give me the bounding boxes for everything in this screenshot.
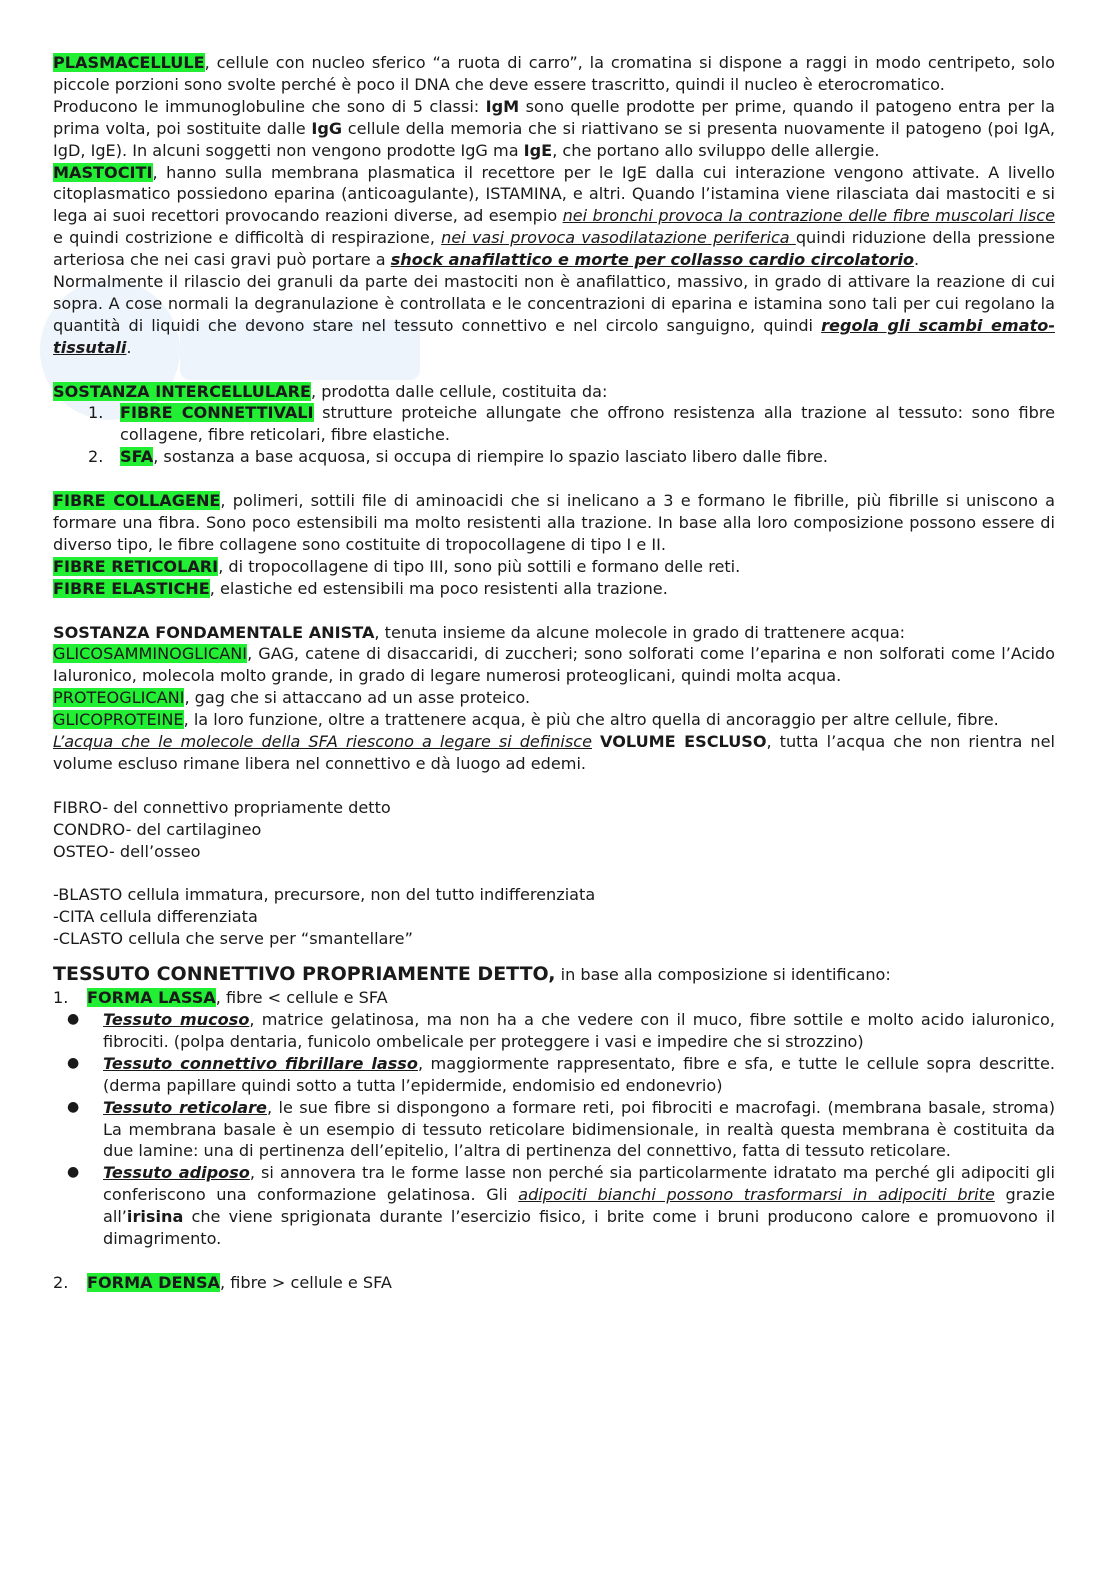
term-sostanza-intercellulare: SOSTANZA INTERCELLULARE xyxy=(53,381,311,401)
list-sostanza xyxy=(53,402,1055,468)
list-item: 2. SFA, sostanza a base acquosa, si occupa di riempire lo spazio lasciato libero dalle fibre. xyxy=(88,447,829,467)
paragraph-glicoproteine: GLICOPROTEINE, la loro funzione, oltre a trattenere acqua, è più che altro quella di ancoraggio per altre cellule, fibre. xyxy=(53,710,999,730)
bullet-icon: ● xyxy=(67,1164,80,1181)
item-forma-lassa: 1. FORMA LASSA, fibre < cellule e SFA xyxy=(53,988,388,1008)
paragraph-fibre-elastiche: FIBRE ELASTICHE, elastiche ed estensibili ma poco resistenti alla trazione. xyxy=(53,578,668,598)
list-item: ● Tessuto reticolare, le sue fibre si dispongono a formare reti, poi fibrociti e macrofagi. (membrana basale, stroma) La membrana basale è un esempio di tessuto reticolare bidimensionale, in realtà questa membrana è costituita da due lamine: una di pertinenza dell’epitelio, l’altra di pertinenza del connettivo, fatta di tessuto reticolare. xyxy=(67,1097,1055,1161)
prefix-line: OSTEO- dell’osseo xyxy=(53,841,201,861)
paragraph-degranulazione: Normalmente il rilascio dei granuli da parte dei mastociti non è anafilattico, massivo, in grado di attivare la reazione di cui sopra. A cose normali la degranulazione è controllata e le concentrazioni di eparina e istamina sono tali per cui regolano la quantità di liquidi che devono stare nel tessuto connettivo e nel circolo sanguigno, quindi regola gli scambi emato-tissutali. xyxy=(53,272,1055,357)
paragraph-sostanza-fondamentale: SOSTANZA FONDAMENTALE ANISTA, tenuta insieme da alcune molecole in grado di trattenere acqua: xyxy=(53,622,906,642)
term-plasmacellule: PLASMACELLULE xyxy=(53,53,205,72)
suffix-line: -BLASTO cellula immatura, precursore, non del tutto indifferenziata xyxy=(53,885,596,905)
bullet-icon: ● xyxy=(67,1098,80,1115)
prefix-line: CONDRO- del cartilagineo xyxy=(53,819,262,839)
document-page xyxy=(53,52,1055,1294)
paragraph-gag: GLICOSAMMINOGLICANI, GAG, catene di disaccaridi, di zuccheri; sono solforati come l’eparina e non solforati come l’Acido Ialuronico, molecola molto grande, in grado di legare numerosi proteoglicani, quindi molta acqua. xyxy=(53,644,1055,686)
paragraph-fibre-reticolari: FIBRE RETICOLARI, di tropocollagene di tipo III, sono più sottili e formano delle reti. xyxy=(53,556,741,576)
list-item: ● Tessuto connettivo fibrillare lasso, maggiormente rappresentato, fibre e sfa, e tutte le cellule sopra descritte. (derma papillare quindi sotto a tutta l’epidermide, endomisio ed endonevrio) xyxy=(67,1053,1055,1095)
paragraph-fibre-collagene: FIBRE COLLAGENE, polimeri, sottili file di aminoacidi che si inelicano a 3 e formano le fibrille, più fibrille si uniscono a formare una fibra. Sono poco estensibili ma molto resistenti alla trazione. In base alla loro composizione possono essere di diverso tipo, le fibre collagene sono costituite di tropocollagene di tipo I e II. xyxy=(53,491,1055,554)
paragraph-volume-escluso: L’acqua che le molecole della SFA riescono a legare si definisce VOLUME ESCLUSO, tutta l’acqua che non rientra nel volume escluso rimane libera nel connettivo e dà luogo ad edemi. xyxy=(53,732,1055,773)
list-item: ● Tessuto adiposo, si annovera tra le forme lasse non perché sia particolarmente idratato ma perché gli adipociti gli conferiscono una conformazione gelatinosa. Gli adipociti bianchi possono trasformarsi in adipociti brite grazie all’irisina che viene sprigionata durante l’esercizio fisico, i brite come i bruni producono calore e promuovono il dimagrimento. xyxy=(67,1163,1055,1249)
paragraph-sostanza-intercellulare: SOSTANZA INTERCELLULARE, prodotta dalle cellule, costituita da: xyxy=(53,381,608,401)
suffix-line: -CITA cellula differenziata xyxy=(53,907,258,927)
paragraph-mastociti: MASTOCITI, hanno sulla membrana plasmatica il recettore per le IgE dalla cui interazione vengono attivate. A livello citoplasmatico possiedono eparina (anticoagulante), ISTAMINA, e altri. Quando l’istamina viene rilasciata dai mastociti e si lega ai suoi recettori provocando reazioni diverse, ad esempio nei bronchi provoca la contrazione delle fibre muscolari lisce e quindi costrizione e difficoltà di respirazione, nei vasi provoca vasodilatazione periferica quindi riduzione della pressione arteriosa che nei casi gravi può portare a shock anafilattico e morte per collasso cardio circolatorio. xyxy=(53,162,1056,270)
item-forma-densa: 2. FORMA DENSA, fibre > cellule e SFA xyxy=(53,1272,392,1292)
paragraph-plasmacellule: PLASMACELLULE, cellule con nucleo sferico “a ruota di carro”, la cromatina si dispone a raggi in modo centripeto, solo piccole porzioni sono svolte perché è poco il DNA che deve essere trascritto, quindi il nucleo è eterocromatico. xyxy=(53,53,1055,94)
bullet-icon: ● xyxy=(67,1010,80,1027)
bullet-icon: ● xyxy=(67,1054,80,1071)
list-item: 1. FIBRE CONNETTIVALI strutture proteiche allungate che offrono resistenza alla trazione al tessuto: sono fibre collagene, fibre reticolari, fibre elastiche. xyxy=(88,403,1056,445)
paragraph-immunoglobuline: Producono le immunoglobuline che sono di 5 classi: IgM sono quelle prodotte per prime, quando il patogeno entra per la prima volta, poi sostituite dalle IgG cellule della memoria che si riattivano se si presenta nuovamente il patogeno (poi IgA, IgD, IgE). In alcuni soggetti non vengono prodotte IgG ma IgE, che portano allo sviluppo delle allergie. xyxy=(53,96,1055,160)
heading-tessuto-connettivo: TESSUTO CONNETTIVO PROPRIAMENTE DETTO, in base alla composizione si identificano: xyxy=(53,963,891,986)
prefix-line: FIBRO- del connettivo propriamente detto xyxy=(53,797,391,817)
list-forma-lassa xyxy=(53,1009,1055,1250)
paragraph-proteoglicani: PROTEOGLICANI, gag che si attaccano ad un asse proteico. xyxy=(53,688,531,708)
suffix-line: -CLASTO cellula che serve per “smantellare” xyxy=(53,929,413,949)
list-item: ● Tessuto mucoso, matrice gelatinosa, ma non ha a che vedere con il muco, fibre sottile e molto acido ialuronico, fibrociti. (polpa dentaria, funicolo ombelicale per proteggere i vasi e impedire che si strozzino) xyxy=(67,1009,1056,1051)
term-mastociti: MASTOCITI xyxy=(53,162,153,182)
